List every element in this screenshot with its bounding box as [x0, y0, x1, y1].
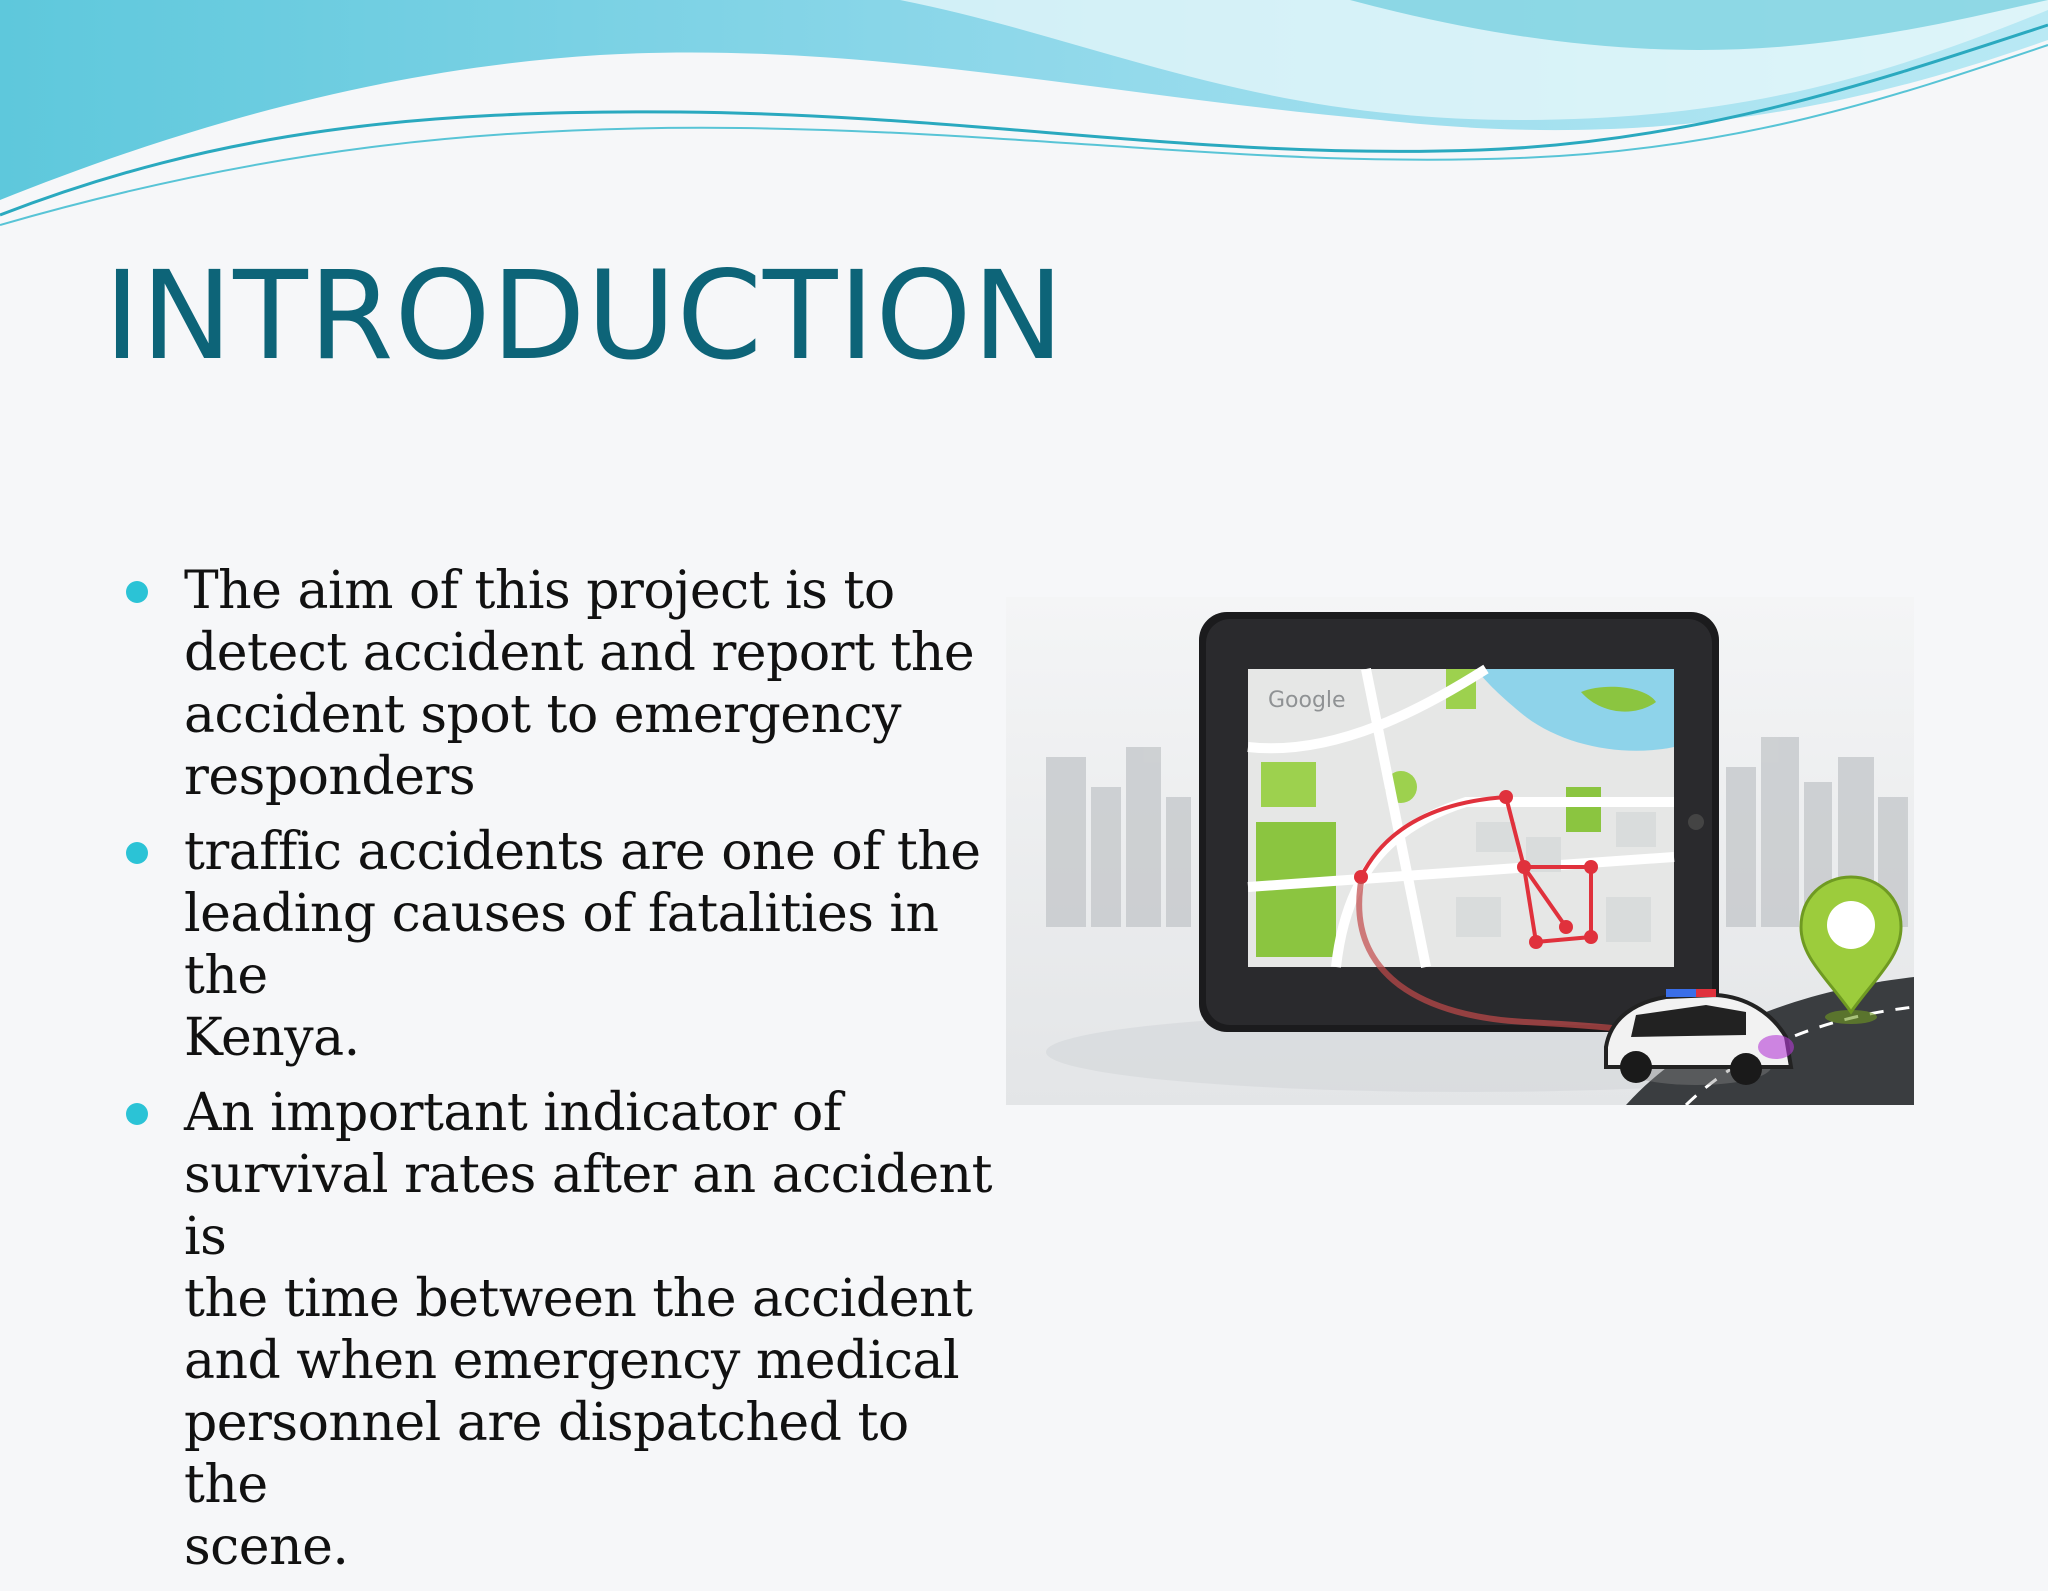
bullet-dot-icon	[126, 581, 148, 603]
bullet-item	[126, 560, 1006, 808]
bullet-item	[126, 821, 1006, 1069]
map-brand-label: Google	[1268, 688, 1346, 713]
bullet-text: The aim of this project is to detect accident and report the accident spot to emergency responders	[184, 561, 975, 807]
tablet-map-illustration	[1006, 597, 1914, 1105]
bullet-dot-icon	[126, 1103, 148, 1125]
bullet-text: An important indicator of survival rates after an accident is the time between the accident and when emergency medical personnel are dispatched to the scene.	[184, 1083, 992, 1577]
tablet-device	[1199, 612, 1719, 1032]
slide-title: INTRODUCTION	[104, 245, 1065, 387]
bullet-text: traffic accidents are one of the leading causes of fatalities in the Kenya.	[184, 822, 981, 1068]
bullet-list	[126, 560, 1006, 1591]
header-wave-decoration	[0, 0, 2048, 240]
bullet-item	[126, 1082, 1006, 1578]
bullet-dot-icon	[126, 842, 148, 864]
